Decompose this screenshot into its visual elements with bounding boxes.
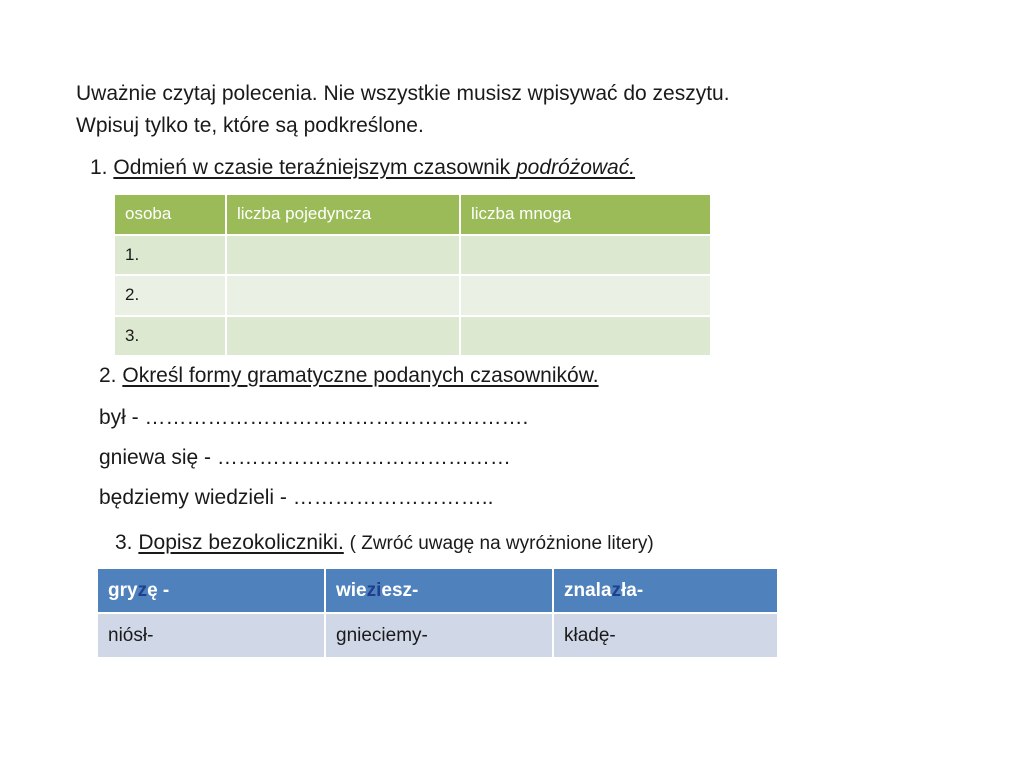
task2-number: 2. [99,364,117,387]
intro-line-1: Uważnie czytaj polecenia. Nie wszystkie musisz wpisywać do zeszytu. [76,82,730,105]
singular-cell[interactable] [226,316,460,357]
singular-cell[interactable] [226,275,460,316]
verb-cell: niósł- [97,613,325,658]
intro-line-2: Wpisuj tylko te, które są podkreślone. [76,114,424,137]
verb-cell: gryzę - [97,568,325,613]
verb-cell: gnieciemy- [325,613,553,658]
task2-instruction: Określ formy gramatyczne podanych czasowników. [122,364,599,387]
task1-verb: podróżować. [516,156,636,179]
highlighted-letters: zi [366,579,382,601]
verb-cell: znalazła- [553,568,778,613]
plural-cell[interactable] [460,275,711,316]
table-row [114,235,711,276]
task3-instruction: Dopisz bezokoliczniki. [138,531,344,554]
task3-heading [115,529,654,558]
verb-cell: kładę- [553,613,778,658]
table-row [114,316,711,357]
plural-cell[interactable] [460,235,711,276]
conjugation-table [113,193,712,357]
header-cell-plural: liczba mnoga [460,194,711,235]
person-cell: 1. [114,235,226,276]
table-row [97,613,778,658]
header-cell-singular: liczba pojedyncza [226,194,460,235]
singular-cell[interactable] [226,235,460,276]
task2-item-2: gniewa się - …………………………………… [99,446,511,469]
verb-cell: wieziesz- [325,568,553,613]
task1-instruction: Odmień w czasie teraźniejszym czasownik podróżować. [113,156,636,179]
task3-note: ( Zwróć uwagę na wyróżnione litery) [349,533,654,554]
person-cell: 3. [114,316,226,357]
task2-item-3: będziemy wiedzieli - ……………………….. [99,486,494,509]
table-row [114,275,711,316]
plural-cell[interactable] [460,316,711,357]
person-cell: 2. [114,275,226,316]
task1-number: 1. [90,156,108,179]
highlighted-letters: z [137,579,148,601]
infinitive-table-header [97,568,778,613]
highlighted-letters: z [611,579,622,601]
task2-heading [99,362,599,390]
task3-number: 3. [115,531,133,554]
task1-heading [90,154,635,182]
conjugation-table-header [114,194,711,235]
header-cell-osoba: osoba [114,194,226,235]
infinitive-table [96,567,779,659]
task2-item-1: był - ………………………………………………. [99,406,529,429]
